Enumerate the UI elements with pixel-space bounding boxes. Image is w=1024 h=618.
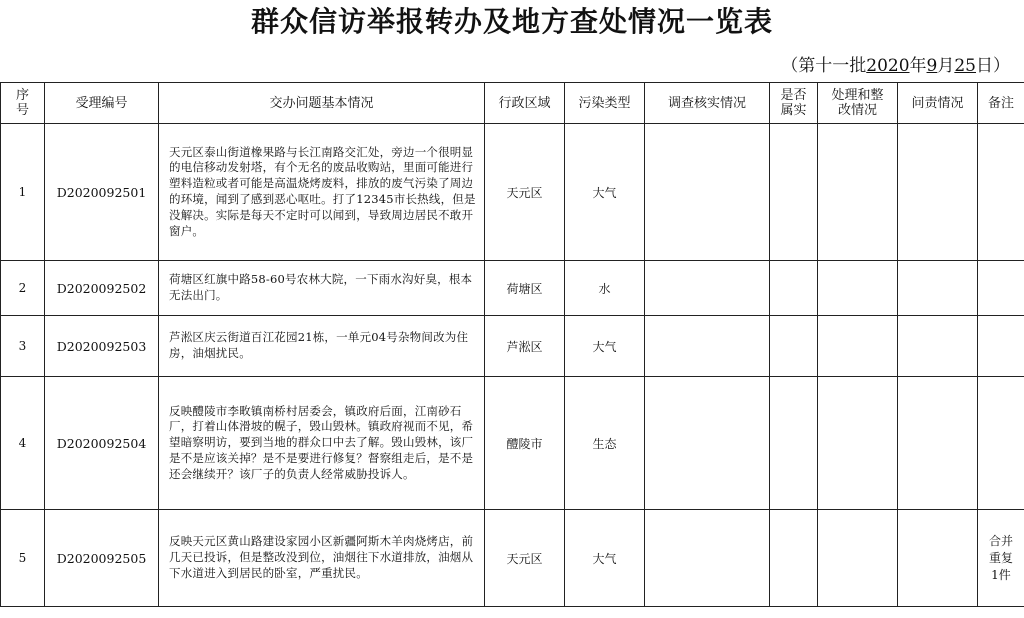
header-seq: 序号 — [1, 83, 45, 124]
row-pollution: 水 — [565, 261, 645, 316]
row-verify — [645, 124, 770, 261]
row-seq: 4 — [1, 377, 45, 510]
batch-day-unit: 日） — [976, 56, 1010, 76]
row-real — [770, 510, 818, 607]
petition-table — [0, 82, 1024, 607]
row-remark — [978, 377, 1024, 510]
batch-year: 2020 — [866, 56, 910, 76]
row-code: D2020092501 — [45, 124, 159, 261]
row-handle — [818, 261, 898, 316]
batch-label: （第十一批 — [781, 56, 867, 76]
row-desc: 芦淞区庆云街道百江花园21栋，一单元04号杂物间改为住房，油烟扰民。 — [159, 316, 485, 377]
row-account — [898, 261, 978, 316]
row-seq: 3 — [1, 316, 45, 377]
row-verify — [645, 261, 770, 316]
row-account — [898, 124, 978, 261]
row-verify — [645, 377, 770, 510]
header-pollution: 污染类型 — [565, 83, 645, 124]
row-district: 天元区 — [485, 124, 565, 261]
table-row — [1, 316, 1024, 377]
header-verify: 调查核实情况 — [645, 83, 770, 124]
header-account: 问责情况 — [898, 83, 978, 124]
row-verify — [645, 510, 770, 607]
page-title: 群众信访举报转办及地方查处情况一览表 — [250, 5, 773, 38]
row-real — [770, 377, 818, 510]
row-seq: 1 — [1, 124, 45, 261]
row-code: D2020092505 — [45, 510, 159, 607]
row-desc: 反映天元区黄山路建设家园小区新疆阿斯木羊肉烧烤店，前几天已投诉，但是整改没到位，油烟往下水道排放，油烟从下水道进入到居民的卧室，严重扰民。 — [159, 510, 485, 607]
row-account — [898, 316, 978, 377]
row-remark — [978, 261, 1024, 316]
row-seq: 2 — [1, 261, 45, 316]
row-district: 芦淞区 — [485, 316, 565, 377]
row-real — [770, 124, 818, 261]
header-remark: 备注 — [978, 83, 1024, 124]
header-desc: 交办问题基本情况 — [159, 83, 485, 124]
row-pollution: 大气 — [565, 316, 645, 377]
batch-day: 25 — [954, 56, 976, 76]
row-handle — [818, 124, 898, 261]
row-desc: 天元区泰山街道橡果路与长江南路交汇处，旁边一个很明显的电信移动发射塔，有个无名的废品收购站，里面可能进行塑料造粒或者可能是高温烧烤废料，排放的废气污染了周边的环境，闻到了感到恶心呕吐。打了12345市长热线，但是没解决。实际是每天不定时可以闻到，导致周边居民不敢开窗户。 — [159, 124, 485, 261]
table-row — [1, 510, 1024, 607]
row-district: 荷塘区 — [485, 261, 565, 316]
batch-date-line — [781, 56, 1010, 76]
header-handle: 处理和整改情况 — [818, 83, 898, 124]
row-code: D2020092502 — [45, 261, 159, 316]
row-district: 醴陵市 — [485, 377, 565, 510]
table-row — [1, 124, 1024, 261]
row-account — [898, 510, 978, 607]
table-header-row — [1, 83, 1024, 124]
row-handle — [818, 510, 898, 607]
row-pollution: 生态 — [565, 377, 645, 510]
row-remark — [978, 316, 1024, 377]
header-real: 是否属实 — [770, 83, 818, 124]
row-code: D2020092504 — [45, 377, 159, 510]
row-desc: 荷塘区红旗中路58-60号农林大院，一下雨水沟好臭，根本无法出门。 — [159, 261, 485, 316]
row-remark — [978, 124, 1024, 261]
table-row — [1, 261, 1024, 316]
header-code: 受理编号 — [45, 83, 159, 124]
row-code: D2020092503 — [45, 316, 159, 377]
row-remark: 合并重复1件 — [978, 510, 1024, 607]
batch-month: 9 — [926, 56, 938, 76]
row-account — [898, 377, 978, 510]
batch-year-unit: 年 — [909, 56, 927, 76]
row-pollution: 大气 — [565, 510, 645, 607]
row-pollution: 大气 — [565, 124, 645, 261]
batch-month-unit: 月 — [937, 56, 955, 76]
row-real — [770, 316, 818, 377]
row-district: 天元区 — [485, 510, 565, 607]
row-handle — [818, 377, 898, 510]
row-seq: 5 — [1, 510, 45, 607]
table-row — [1, 377, 1024, 510]
row-desc: 反映醴陵市李畋镇南桥村居委会，镇政府后面，江南砂石厂，打着山体滑坡的幌子，毁山毁林。镇政府视而不见，希望暗察明访，要到当地的群众口中去了解。毁山毁林，该厂是不是应该关掉？是不是要进行修复？督察组走后，是不是还会继续开？该厂子的负责人经常威胁投诉人。 — [159, 377, 485, 510]
header-district: 行政区域 — [485, 83, 565, 124]
row-handle — [818, 316, 898, 377]
row-real — [770, 261, 818, 316]
row-verify — [645, 316, 770, 377]
